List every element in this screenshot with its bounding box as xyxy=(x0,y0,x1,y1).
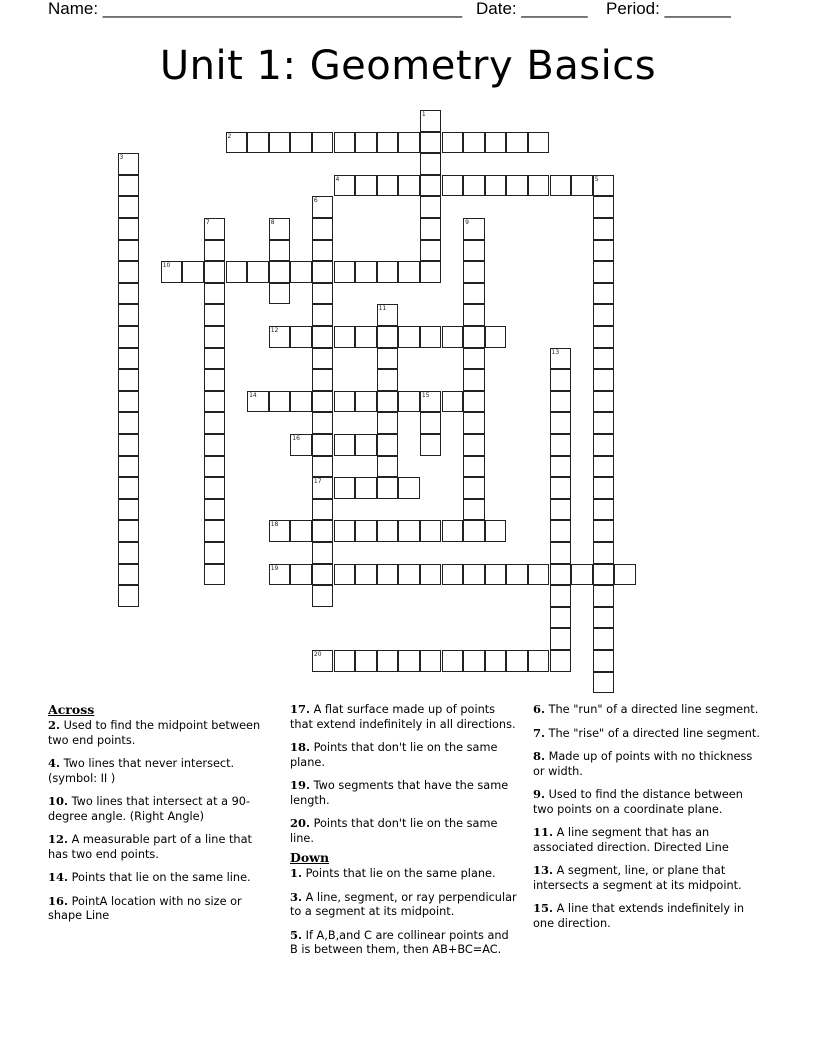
grid-cell[interactable] xyxy=(377,391,399,413)
grid-cell[interactable] xyxy=(593,283,615,305)
grid-cell[interactable] xyxy=(550,477,572,499)
clue-across-12 xyxy=(48,832,273,862)
grid-cell[interactable] xyxy=(334,650,356,672)
grid-cell[interactable] xyxy=(204,283,226,305)
clue-number: 9. xyxy=(533,787,546,801)
grid-cell[interactable] xyxy=(355,175,377,197)
grid-cell[interactable] xyxy=(550,564,572,586)
grid-cell[interactable] xyxy=(420,132,442,154)
grid-cell[interactable] xyxy=(204,304,226,326)
clue-number-label: 12 xyxy=(270,327,279,334)
grid-cell[interactable] xyxy=(334,434,356,456)
grid-cell[interactable] xyxy=(182,261,204,283)
grid-cell[interactable] xyxy=(550,607,572,629)
grid-cell[interactable] xyxy=(290,326,312,348)
clue-number-label: 4 xyxy=(335,175,340,183)
grid-cell[interactable] xyxy=(290,261,312,283)
clue-number-label: 7 xyxy=(205,219,210,226)
clue-number: 8. xyxy=(533,749,546,763)
clue-number-label: 17 xyxy=(313,478,322,486)
across-heading: Across xyxy=(48,702,95,717)
date-field-label[interactable]: Date: _______ xyxy=(476,0,588,18)
grid-cell[interactable] xyxy=(593,456,615,478)
grid-cell[interactable] xyxy=(312,434,334,456)
grid-cell[interactable] xyxy=(485,650,507,672)
grid-cell[interactable] xyxy=(355,650,377,672)
clue-column-1 xyxy=(48,702,273,932)
clue-text: A line that extends indefinitely in one direction. xyxy=(533,902,744,930)
grid-cell[interactable] xyxy=(485,132,507,154)
grid-cell[interactable] xyxy=(334,477,356,499)
grid-cell[interactable] xyxy=(118,369,140,391)
grid-cell[interactable] xyxy=(442,326,464,348)
grid-cell[interactable] xyxy=(312,391,334,413)
grid-cell[interactable] xyxy=(204,240,226,262)
grid-cell[interactable] xyxy=(593,261,615,283)
grid-cell[interactable] xyxy=(118,348,140,370)
grid-cell[interactable] xyxy=(463,348,485,370)
grid-cell[interactable] xyxy=(118,240,140,262)
grid-cell[interactable] xyxy=(420,175,442,197)
clue-text: A line segment that has an associated direction. Directed Line xyxy=(533,826,729,854)
grid-cell[interactable] xyxy=(118,218,140,240)
grid-cell[interactable] xyxy=(420,240,442,262)
grid-cell[interactable] xyxy=(528,175,550,197)
grid-cell[interactable] xyxy=(269,132,291,154)
clue-down-13 xyxy=(533,863,763,893)
clue-across-20 xyxy=(290,816,518,846)
grid-cell[interactable] xyxy=(312,348,334,370)
grid-cell[interactable] xyxy=(485,520,507,542)
grid-cell[interactable] xyxy=(204,499,226,521)
grid-cell[interactable] xyxy=(593,391,615,413)
grid-cell[interactable] xyxy=(506,650,528,672)
grid-cell[interactable] xyxy=(204,434,226,456)
clue-down-15 xyxy=(533,901,763,931)
clue-number-label: 5 xyxy=(594,175,599,183)
grid-cell[interactable] xyxy=(118,391,140,413)
clue-number-label: 20 xyxy=(313,651,322,658)
grid-cell[interactable] xyxy=(204,456,226,478)
grid-cell[interactable] xyxy=(118,520,140,542)
grid-cell[interactable] xyxy=(398,564,420,586)
grid-cell[interactable] xyxy=(312,326,334,348)
clue-text: A segment, line, or plane that intersects a segment at its midpoint. xyxy=(533,864,742,892)
clue-number-label: 16 xyxy=(292,435,300,442)
clue-across-4 xyxy=(48,756,273,786)
clue-number: 3. xyxy=(290,889,303,904)
grid-cell[interactable] xyxy=(312,240,334,262)
grid-cell[interactable] xyxy=(593,477,615,499)
grid-cell[interactable] xyxy=(204,520,226,542)
clue-number: 4. xyxy=(48,756,61,770)
grid-cell[interactable] xyxy=(226,261,248,283)
clue-number: 13. xyxy=(533,863,554,877)
grid-cell[interactable] xyxy=(463,477,485,499)
grid-cell[interactable] xyxy=(463,650,485,672)
clue-number: 17. xyxy=(290,702,311,716)
grid-cell[interactable] xyxy=(377,175,399,197)
clue-number: 18. xyxy=(290,740,311,754)
clue-across-14 xyxy=(48,870,273,886)
clue-number: 5. xyxy=(290,927,303,942)
clue-number-label: 19 xyxy=(270,564,279,572)
grid-cell[interactable] xyxy=(118,499,140,521)
grid-cell[interactable] xyxy=(550,456,572,478)
grid-cell[interactable] xyxy=(398,175,420,197)
grid-cell[interactable] xyxy=(593,304,615,326)
grid-cell[interactable] xyxy=(377,348,399,370)
grid-cell[interactable] xyxy=(550,434,572,456)
grid-cell[interactable] xyxy=(204,369,226,391)
grid-cell[interactable] xyxy=(463,304,485,326)
clue-text: Used to find the midpoint between two end points. xyxy=(48,719,261,747)
grid-cell[interactable] xyxy=(118,196,140,218)
grid-cell[interactable] xyxy=(269,391,291,413)
page-title: Unit 1: Geometry Basics xyxy=(159,43,657,89)
clue-text: PointA location with no size or shape Line xyxy=(48,894,242,922)
clue-text: Points that don't lie on the same line. xyxy=(290,817,498,845)
clue-number: 10. xyxy=(48,794,69,808)
clue-text: Two lines that intersect at a 90-degree angle. (Right Angle) xyxy=(48,795,251,823)
grid-cell[interactable] xyxy=(463,369,485,391)
grid-cell[interactable] xyxy=(442,175,464,197)
grid-cell[interactable] xyxy=(355,520,377,542)
grid-cell[interactable] xyxy=(593,672,615,694)
clue-text: Two lines that never intersect. (symbol: II ) xyxy=(48,757,235,785)
clue-number: 7. xyxy=(533,725,546,740)
grid-cell[interactable] xyxy=(593,542,615,564)
clue-across-18 xyxy=(290,740,518,770)
clue-number: 11. xyxy=(533,825,554,839)
grid-cell[interactable] xyxy=(355,391,377,413)
grid-cell[interactable] xyxy=(312,218,334,240)
grid-cell[interactable] xyxy=(377,369,399,391)
grid-cell[interactable] xyxy=(334,520,356,542)
clue-across-10 xyxy=(48,794,273,824)
grid-cell[interactable] xyxy=(463,132,485,154)
grid-cell[interactable] xyxy=(593,369,615,391)
grid-cell[interactable] xyxy=(420,650,442,672)
grid-cell[interactable] xyxy=(420,153,442,175)
grid-cell[interactable] xyxy=(334,132,356,154)
grid-cell[interactable] xyxy=(420,218,442,240)
grid-cell[interactable] xyxy=(593,218,615,240)
grid-cell[interactable] xyxy=(269,240,291,262)
grid-cell[interactable] xyxy=(550,520,572,542)
clue-text: A measurable part of a line that has two end points. xyxy=(48,833,252,861)
grid-cell[interactable] xyxy=(593,585,615,607)
grid-cell[interactable] xyxy=(204,542,226,564)
grid-cell[interactable] xyxy=(593,240,615,262)
grid-cell[interactable] xyxy=(204,564,226,586)
grid-cell[interactable] xyxy=(312,499,334,521)
clue-down-11 xyxy=(533,825,763,855)
clue-down-5 xyxy=(290,928,518,958)
grid-cell[interactable] xyxy=(118,412,140,434)
clue-across-2 xyxy=(48,718,273,748)
grid-cell[interactable] xyxy=(550,585,572,607)
grid-cell[interactable] xyxy=(463,175,485,197)
grid-cell[interactable] xyxy=(355,477,377,499)
grid-cell[interactable] xyxy=(550,175,572,197)
grid-cell[interactable] xyxy=(355,326,377,348)
grid-cell[interactable] xyxy=(571,175,593,197)
clue-number: 2. xyxy=(48,718,61,732)
grid-cell[interactable] xyxy=(334,391,356,413)
grid-cell[interactable] xyxy=(593,499,615,521)
clue-text: Two segments that have the same length. xyxy=(290,779,509,807)
name-field-label[interactable]: Name: ______________________________________ xyxy=(48,0,463,18)
clue-down-8 xyxy=(533,749,763,779)
clue-across-19 xyxy=(290,778,518,808)
clue-text: The "rise" of a directed line segment. xyxy=(548,726,760,740)
grid-cell[interactable] xyxy=(247,261,269,283)
grid-cell[interactable] xyxy=(593,650,615,672)
clue-across-17 xyxy=(290,702,518,732)
grid-cell[interactable] xyxy=(204,477,226,499)
grid-cell[interactable] xyxy=(247,132,269,154)
grid-cell[interactable] xyxy=(442,520,464,542)
grid-cell[interactable] xyxy=(290,520,312,542)
grid-cell[interactable] xyxy=(312,585,334,607)
grid-cell[interactable] xyxy=(204,348,226,370)
clue-number: 20. xyxy=(290,816,311,830)
clue-number-label: 8 xyxy=(270,219,275,226)
grid-cell[interactable] xyxy=(593,628,615,650)
grid-cell[interactable] xyxy=(312,564,334,586)
clue-text: The "run" of a directed line segment. xyxy=(548,703,759,716)
clue-number-label: 3 xyxy=(119,154,124,162)
grid-cell[interactable] xyxy=(118,261,140,283)
grid-cell[interactable] xyxy=(118,326,140,348)
grid-cell[interactable] xyxy=(593,520,615,542)
grid-cell[interactable] xyxy=(377,412,399,434)
clue-number: 15. xyxy=(533,901,554,915)
grid-cell[interactable] xyxy=(312,369,334,391)
grid-cell[interactable] xyxy=(550,650,572,672)
clue-number-label: 1 xyxy=(421,111,426,118)
grid-cell[interactable] xyxy=(290,564,312,586)
grid-cell[interactable] xyxy=(398,391,420,413)
grid-cell[interactable] xyxy=(463,434,485,456)
clue-text: Points that lie on the same plane. xyxy=(305,867,496,880)
grid-cell[interactable] xyxy=(118,456,140,478)
grid-cell[interactable] xyxy=(334,326,356,348)
grid-cell[interactable] xyxy=(377,520,399,542)
clue-down-6 xyxy=(533,702,763,718)
grid-cell[interactable] xyxy=(420,564,442,586)
clue-number-label: 2 xyxy=(227,132,232,140)
grid-cell[interactable] xyxy=(334,261,356,283)
grid-cell[interactable] xyxy=(398,650,420,672)
grid-cell[interactable] xyxy=(398,132,420,154)
grid-cell[interactable] xyxy=(485,175,507,197)
grid-cell[interactable] xyxy=(204,326,226,348)
grid-cell[interactable] xyxy=(463,391,485,413)
clue-number: 6. xyxy=(533,702,546,716)
clue-column-2 xyxy=(290,702,518,966)
clue-number-label: 18 xyxy=(270,521,279,529)
grid-cell[interactable] xyxy=(550,628,572,650)
clue-number-label: 9 xyxy=(465,219,469,226)
grid-cell[interactable] xyxy=(463,261,485,283)
clue-number: 16. xyxy=(48,893,69,908)
clue-number-label: 14 xyxy=(249,391,257,399)
grid-cell[interactable] xyxy=(442,650,464,672)
grid-cell[interactable] xyxy=(593,326,615,348)
grid-cell[interactable] xyxy=(463,240,485,262)
grid-cell[interactable] xyxy=(118,477,140,499)
grid-cell[interactable] xyxy=(118,283,140,305)
clue-number-label: 6 xyxy=(313,197,318,205)
grid-cell[interactable] xyxy=(118,542,140,564)
grid-cell[interactable] xyxy=(312,132,334,154)
grid-cell[interactable] xyxy=(593,434,615,456)
grid-cell[interactable] xyxy=(398,261,420,283)
grid-cell[interactable] xyxy=(355,564,377,586)
grid-cell[interactable] xyxy=(118,585,140,607)
grid-cell[interactable] xyxy=(312,304,334,326)
down-heading: Down xyxy=(290,850,330,865)
grid-cell[interactable] xyxy=(355,261,377,283)
grid-cell[interactable] xyxy=(377,650,399,672)
clue-text: A flat surface made up of points that extend indefinitely in all directions. xyxy=(290,703,516,731)
grid-cell[interactable] xyxy=(377,261,399,283)
clue-across-16 xyxy=(48,894,273,924)
grid-cell[interactable] xyxy=(442,132,464,154)
clue-down-1 xyxy=(290,866,518,882)
grid-cell[interactable] xyxy=(463,564,485,586)
clue-down-7 xyxy=(533,726,763,742)
grid-cell[interactable] xyxy=(506,175,528,197)
clue-number-label: 13 xyxy=(551,348,560,356)
grid-cell[interactable] xyxy=(442,564,464,586)
grid-cell[interactable] xyxy=(312,412,334,434)
grid-cell[interactable] xyxy=(377,456,399,478)
grid-cell[interactable] xyxy=(506,132,528,154)
grid-cell[interactable] xyxy=(463,499,485,521)
grid-cell[interactable] xyxy=(398,326,420,348)
grid-cell[interactable] xyxy=(118,304,140,326)
clue-text: Points that don't lie on the same plane. xyxy=(290,741,498,769)
grid-cell[interactable] xyxy=(290,132,312,154)
grid-cell[interactable] xyxy=(593,607,615,629)
grid-cell[interactable] xyxy=(593,196,615,218)
grid-cell[interactable] xyxy=(420,326,442,348)
grid-cell[interactable] xyxy=(420,196,442,218)
grid-cell[interactable] xyxy=(312,542,334,564)
grid-cell[interactable] xyxy=(312,261,334,283)
grid-cell[interactable] xyxy=(463,283,485,305)
clue-text: A line, segment, or ray perpendicular to a segment at its midpoint. xyxy=(290,890,517,918)
grid-cell[interactable] xyxy=(550,412,572,434)
clue-number: 12. xyxy=(48,832,69,846)
grid-cell[interactable] xyxy=(118,434,140,456)
grid-cell[interactable] xyxy=(355,434,377,456)
period-field-label[interactable]: Period: _______ xyxy=(606,0,731,18)
clue-text: If A,B,and C are collinear points and B is between them, then AB+BC=AC. xyxy=(290,928,509,956)
grid-cell[interactable] xyxy=(571,564,593,586)
grid-cell[interactable] xyxy=(118,175,140,197)
grid-cell[interactable] xyxy=(204,261,226,283)
grid-cell[interactable] xyxy=(550,499,572,521)
grid-cell[interactable] xyxy=(420,520,442,542)
grid-cell[interactable] xyxy=(463,520,485,542)
grid-cell[interactable] xyxy=(463,326,485,348)
grid-cell[interactable] xyxy=(593,348,615,370)
grid-cell[interactable] xyxy=(398,520,420,542)
grid-cell[interactable] xyxy=(463,412,485,434)
grid-cell[interactable] xyxy=(420,261,442,283)
grid-cell[interactable] xyxy=(420,412,442,434)
grid-cell[interactable] xyxy=(550,369,572,391)
grid-cell[interactable] xyxy=(312,456,334,478)
grid-cell[interactable] xyxy=(528,650,550,672)
grid-cell[interactable] xyxy=(485,564,507,586)
grid-cell[interactable] xyxy=(334,564,356,586)
grid-cell[interactable] xyxy=(269,261,291,283)
clue-text: Points that lie on the same line. xyxy=(71,871,251,884)
grid-cell[interactable] xyxy=(506,564,528,586)
grid-cell[interactable] xyxy=(355,132,377,154)
clue-number: 14. xyxy=(48,870,69,884)
grid-cell[interactable] xyxy=(550,391,572,413)
clue-number-label: 15 xyxy=(421,391,430,399)
grid-cell[interactable] xyxy=(204,391,226,413)
clue-number: 19. xyxy=(290,778,311,792)
grid-cell[interactable] xyxy=(614,564,636,586)
clue-down-9 xyxy=(533,787,763,817)
grid-cell[interactable] xyxy=(118,564,140,586)
grid-cell[interactable] xyxy=(528,132,550,154)
clue-column-3 xyxy=(533,702,763,939)
grid-cell[interactable] xyxy=(593,412,615,434)
clue-text: Used to find the distance between two points on a coordinate plane. xyxy=(533,788,743,816)
grid-cell[interactable] xyxy=(269,283,291,305)
grid-cell[interactable] xyxy=(377,564,399,586)
clue-number: 1. xyxy=(290,866,303,880)
grid-cell[interactable] xyxy=(398,477,420,499)
grid-cell[interactable] xyxy=(377,434,399,456)
clue-number-label: 10 xyxy=(162,262,171,270)
grid-cell[interactable] xyxy=(550,542,572,564)
grid-cell[interactable] xyxy=(290,391,312,413)
grid-cell[interactable] xyxy=(463,456,485,478)
grid-cell[interactable] xyxy=(204,412,226,434)
clue-number-label: 11 xyxy=(378,305,387,313)
grid-cell[interactable] xyxy=(377,477,399,499)
clue-down-3 xyxy=(290,890,518,920)
grid-cell[interactable] xyxy=(593,564,615,586)
grid-cell[interactable] xyxy=(312,283,334,305)
grid-cell[interactable] xyxy=(377,132,399,154)
grid-cell[interactable] xyxy=(485,326,507,348)
grid-cell[interactable] xyxy=(528,564,550,586)
grid-cell[interactable] xyxy=(442,391,464,413)
clue-text: Made up of points with no thickness or width. xyxy=(533,750,753,778)
grid-cell[interactable] xyxy=(420,434,442,456)
grid-cell[interactable] xyxy=(377,326,399,348)
grid-cell[interactable] xyxy=(312,520,334,542)
